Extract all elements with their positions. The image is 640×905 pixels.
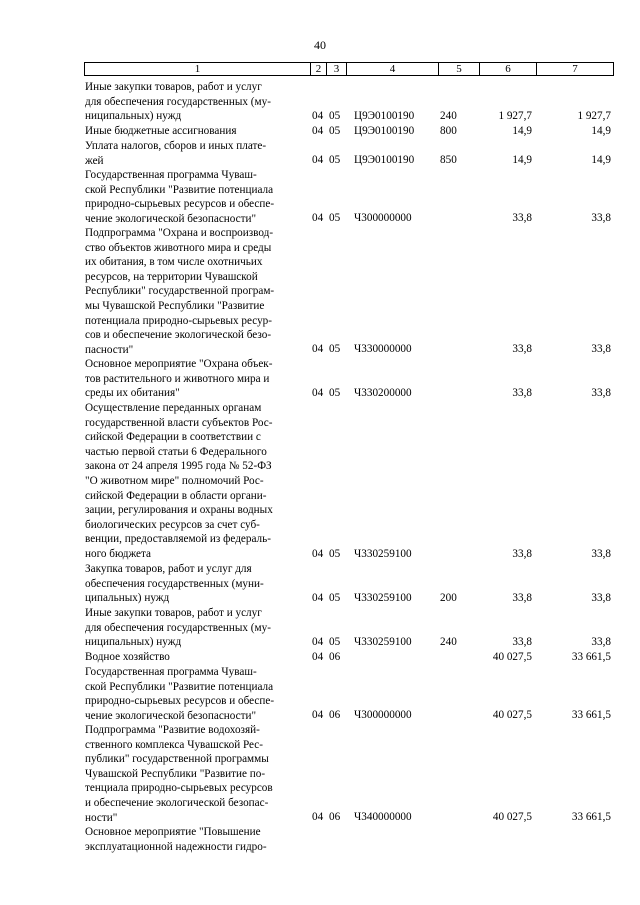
table-row [84, 650, 614, 665]
row-amount-1: 14,9 [512, 154, 532, 167]
row-amount-2: 33,8 [591, 548, 611, 561]
row-amount-1: 40 027,5 [492, 709, 532, 722]
table-row [84, 401, 614, 562]
row-amount-1: 33,8 [512, 636, 532, 649]
row-target-code: Ч300000000 [354, 709, 412, 722]
row-amount-2: 14,9 [591, 125, 611, 138]
row-subsection: 05 [329, 592, 341, 605]
row-description: Государственная программа Чуваш- ской Республики "Развитие потенциала природно-сырьевых ресурсов и обеспе- чение экологической безопасности" [85, 169, 275, 225]
row-amount-2: 33 661,5 [571, 651, 611, 664]
row-amount-1: 14,9 [512, 125, 532, 138]
header-col-2: 2 [310, 62, 326, 76]
table-row [84, 139, 614, 168]
header-col-6: 6 [479, 62, 536, 76]
row-expense-type: 240 [440, 110, 457, 123]
row-target-code: Ч340000000 [354, 811, 412, 824]
header-col-5: 5 [438, 62, 479, 76]
row-amount-1: 33,8 [512, 592, 532, 605]
row-section: 04 [312, 636, 324, 649]
table-row [84, 357, 614, 401]
table-row [84, 168, 614, 226]
row-subsection: 05 [329, 548, 341, 561]
row-description: Водное хозяйство [85, 651, 170, 663]
row-amount-1: 33,8 [512, 548, 532, 561]
table-row [84, 825, 614, 854]
row-target-code: Ц9Э0100190 [354, 125, 415, 138]
row-description: Уплата налогов, сборов и иных плате- жей [85, 140, 267, 167]
row-amount-2: 33,8 [591, 387, 611, 400]
table-row [84, 665, 614, 723]
row-amount-2: 33 661,5 [571, 709, 611, 722]
row-subsection: 05 [329, 212, 341, 225]
row-amount-1: 33,8 [512, 212, 532, 225]
row-description: Подпрограмма "Охрана и воспроизвод- ство объектов животного мира и среды их обитания, в том числе охотничьих ресурсов, на территории Чувашской Республики" государственной програм- мы Чувашской Республики "Развитие потенциала природно-сырьевых ресур- сов и обеспечение экологической безо- пасности" [85, 227, 275, 356]
row-amount-1: 40 027,5 [492, 651, 532, 664]
row-description: Закупка товаров, работ и услуг для обеспечения государственных (муни- ципальных) нужд [85, 563, 264, 605]
row-subsection: 06 [329, 811, 341, 824]
row-amount-1: 33,8 [512, 343, 532, 356]
row-section: 04 [312, 154, 324, 167]
row-section: 04 [312, 212, 324, 225]
header-col-7: 7 [536, 62, 614, 76]
row-description: Основное мероприятие "Повышение эксплуатационной надежности гидро- [85, 826, 267, 853]
row-description: Подпрограмма "Развитие водохозяй- ственного комплекса Чувашской Рес- публики" государственной программы Чувашской Республики "Развитие по- тенциала природно-сырьевых ресурсов и обеспечение экологической безопас- ности" [85, 724, 273, 824]
row-target-code: Ц9Э0100190 [354, 154, 415, 167]
table-row [84, 80, 614, 124]
row-target-code: Ч330000000 [354, 343, 412, 356]
row-subsection: 05 [329, 154, 341, 167]
row-amount-2: 33,8 [591, 343, 611, 356]
row-description: Государственная программа Чуваш- ской Республики "Развитие потенциала природно-сырьевых ресурсов и обеспе- чение экологической безопасности" [85, 666, 275, 722]
row-subsection: 05 [329, 343, 341, 356]
row-section: 04 [312, 110, 324, 123]
row-subsection: 05 [329, 125, 341, 138]
row-amount-1: 1 927,7 [498, 110, 532, 123]
row-section: 04 [312, 709, 324, 722]
row-description: Иные бюджетные ассигнования [85, 125, 237, 137]
row-section: 04 [312, 651, 324, 664]
row-section: 04 [312, 343, 324, 356]
row-description: Осуществление переданных органам государственной власти субъектов Рос- сийской Федерации в соответствии с частью первой статьи 6 Федерального закона от 24 апреля 1995 года № 52-ФЗ "О животном мире" полномочий Рос- сийской Федерации в области органи- зации, регулирования и охраны водных биологических ресурсов за счет суб- венции, предоставляемой из федераль- ного бюджета [85, 402, 273, 560]
row-expense-type: 240 [440, 636, 457, 649]
table-row [84, 226, 614, 357]
row-amount-2: 33 661,5 [571, 811, 611, 824]
row-description: Иные закупки товаров, работ и услуг для обеспечения государственных (му- ниципальных) нужд [85, 81, 271, 123]
row-target-code: Ч330259100 [354, 548, 412, 561]
page-number: 40 [314, 38, 326, 52]
row-subsection: 06 [329, 651, 341, 664]
row-target-code: Ц9Э0100190 [354, 110, 415, 123]
row-amount-1: 40 027,5 [492, 811, 532, 824]
row-subsection: 06 [329, 709, 341, 722]
table-row [84, 723, 614, 825]
row-section: 04 [312, 592, 324, 605]
header-col-1: 1 [84, 62, 310, 76]
row-amount-2: 14,9 [591, 154, 611, 167]
row-target-code: Ч330259100 [354, 592, 412, 605]
row-amount-2: 33,8 [591, 212, 611, 225]
row-amount-1: 33,8 [512, 387, 532, 400]
row-target-code: Ч330259100 [354, 636, 412, 649]
row-section: 04 [312, 387, 324, 400]
row-expense-type: 200 [440, 592, 457, 605]
header-col-3: 3 [326, 62, 346, 76]
header-col-4: 4 [346, 62, 438, 76]
row-subsection: 05 [329, 636, 341, 649]
row-subsection: 05 [329, 110, 341, 123]
row-target-code: Ч300000000 [354, 212, 412, 225]
row-description: Иные закупки товаров, работ и услуг для обеспечения государственных (му- ниципальных) нужд [85, 607, 271, 649]
row-expense-type: 850 [440, 154, 457, 167]
row-section: 04 [312, 548, 324, 561]
row-section: 04 [312, 125, 324, 138]
row-amount-2: 33,8 [591, 636, 611, 649]
table-row [84, 562, 614, 606]
row-amount-2: 1 927,7 [577, 110, 611, 123]
row-section: 04 [312, 811, 324, 824]
row-target-code: Ч330200000 [354, 387, 412, 400]
row-expense-type: 800 [440, 125, 457, 138]
row-description: Основное мероприятие "Охрана объек- тов растительного и животного мира и среды их обитания" [85, 358, 273, 400]
table-row [84, 606, 614, 650]
table-row [84, 124, 614, 139]
row-amount-2: 33,8 [591, 592, 611, 605]
row-subsection: 05 [329, 387, 341, 400]
